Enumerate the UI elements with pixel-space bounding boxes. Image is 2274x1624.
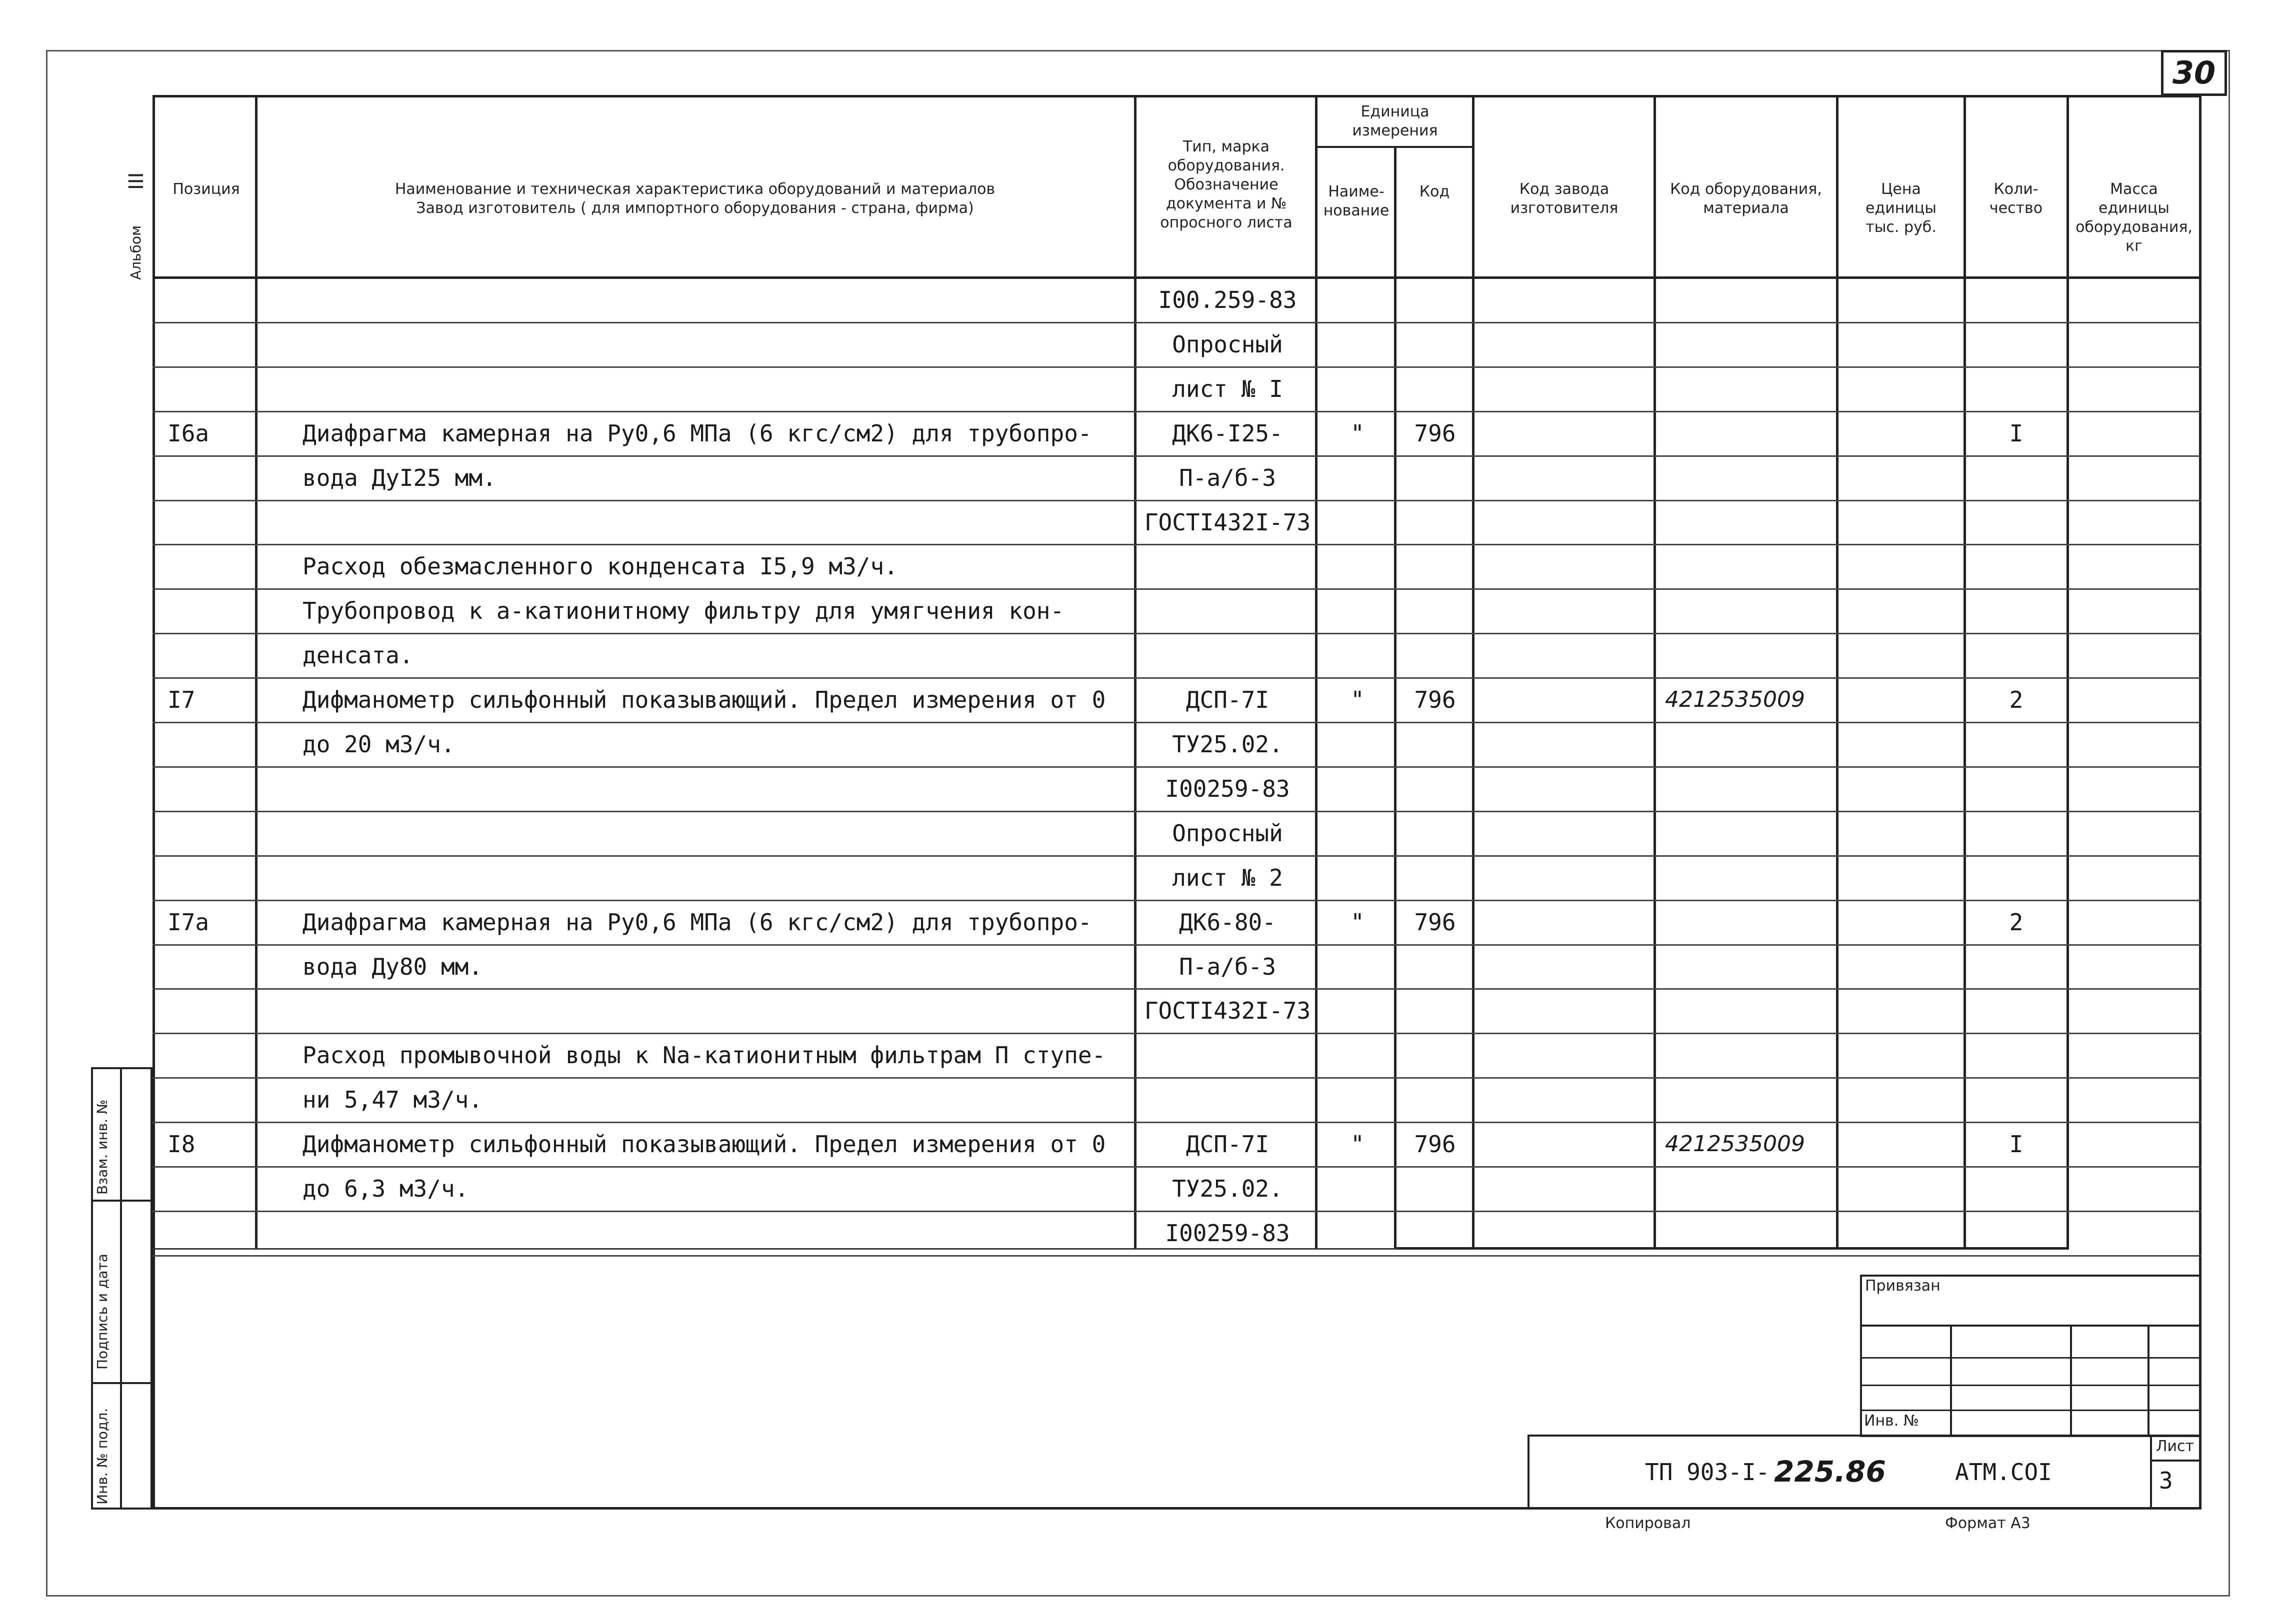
cell-qty: 2 (2009, 908, 2024, 936)
cell-name: ни 5,47 м3/ч. (302, 1086, 483, 1114)
cell-type: I00.259-83 (1158, 286, 1297, 313)
row-line (152, 411, 2202, 412)
cell-unit-name: " (1350, 419, 1364, 447)
cell-equip-code: 4212535009 (1665, 1131, 1805, 1157)
header-unit: Единица измерения (1352, 103, 1438, 139)
header-bottom-line (152, 276, 2202, 279)
cell-position: I7 (168, 686, 196, 714)
row-line (152, 1033, 2202, 1034)
cell-unit-name: " (1350, 686, 1364, 714)
row-line (152, 1122, 2202, 1123)
cell-position: I6а (168, 419, 210, 447)
cell-type: Опросный (1172, 819, 1283, 847)
row-line (152, 855, 2202, 857)
list-label: Лист (2156, 1438, 2194, 1455)
row-line (152, 544, 2202, 545)
header-maker-code: Код завода изготовителя (1510, 180, 1618, 217)
privyazan-label: Привязан (1865, 1277, 1940, 1295)
header-price: Цена единицы тыс. руб. (1866, 180, 1936, 236)
album-number: III (125, 172, 148, 190)
cell-qty: 2 (2009, 686, 2024, 714)
stamp-podpis-data: Подпись и дата (94, 1254, 110, 1370)
kopiroval-label: Копировал (1605, 1515, 1691, 1532)
cell-type: ТУ25.02. (1172, 731, 1283, 758)
row-line (152, 500, 2202, 501)
header-type: Тип, марка оборудования. Обозначение документа и № опросного листа (1160, 138, 1292, 231)
cell-type: ГОСТI432I-73 (1144, 508, 1311, 536)
cell-position: I7а (168, 908, 210, 936)
cell-type: лист № 2 (1172, 864, 1283, 891)
stamp-vzam-inv: Взам. инв. № (94, 1099, 110, 1195)
cell-type: ТУ25.02. (1172, 1175, 1283, 1202)
cell-type: П-а/б-3 (1179, 953, 1276, 980)
row-line (152, 811, 2202, 812)
corner-sheet-number: 30 (2172, 54, 2216, 91)
header-name: Наименование и техническая характеристика оборудований и материалов Завод изготовитель ( для импортного оборудования - страна, фирма) (394, 180, 996, 217)
header-position: Позиция (172, 180, 240, 198)
header-top-line (152, 95, 2202, 97)
cell-type: П-а/б-3 (1179, 464, 1276, 491)
cell-unit-code: 796 (1414, 686, 1456, 714)
header-equip-code: Код оборудования, материала (1670, 180, 1822, 217)
cell-name: Диафрагма камерная на Ру0,6 МПа (6 кгс/см2) для трубопро- (302, 908, 1092, 936)
row-line (152, 455, 2202, 457)
inv-no-label: Инв. № (1864, 1412, 1920, 1430)
cell-unit-name: " (1350, 1131, 1364, 1158)
cell-unit-code: 796 (1414, 419, 1456, 447)
table-bottom-line (1394, 1247, 2069, 1250)
cell-type: ДСП-7I (1186, 1131, 1270, 1158)
doc-code: АТМ.СОI (1955, 1459, 2052, 1486)
cell-name: вода ДуI25 мм. (302, 464, 496, 491)
row-line (152, 633, 2202, 634)
cell-name: денсата. (302, 642, 414, 669)
cell-type: ДК6-80- (1179, 908, 1276, 936)
cell-name: Расход обезмасленного конденсата I5,9 м3/ч. (302, 553, 898, 580)
cell-name: Дифманометр сильфонный показывающий. Предел измерения от 0 (302, 1131, 1106, 1158)
row-line (152, 366, 2202, 368)
cell-type: Опросный (1172, 330, 1283, 358)
album-label: Альбом (128, 225, 144, 280)
cell-name: Диафрагма камерная на Ру0,6 МПа (6 кгс/см2) для трубопро- (302, 419, 1092, 447)
row-line (152, 900, 2202, 901)
row-line (152, 722, 2202, 723)
row-line (152, 322, 2202, 323)
cell-name: Трубопровод к а-катионитному фильтру для умягчения кон- (302, 597, 1064, 625)
row-line (152, 1077, 2202, 1079)
format-label: Формат А3 (1945, 1515, 2030, 1532)
list-value: 3 (2159, 1467, 2173, 1494)
cell-unit-code: 796 (1414, 1131, 1456, 1158)
cell-equip-code: 4212535009 (1665, 687, 1805, 713)
doc-handwritten-number: 225.86 (1774, 1455, 1886, 1489)
row-line (152, 766, 2202, 768)
cell-name: Расход промывочной воды к Nа-катионитным фильтрам П ступе- (302, 1042, 1106, 1069)
cell-type: лист № I (1172, 375, 1283, 402)
cell-unit-code: 796 (1414, 908, 1456, 936)
header-unit-name: Наиме- нование (1323, 183, 1390, 219)
cell-name: вода Ду80 мм. (302, 953, 483, 980)
row-line (152, 677, 2202, 679)
stamp-inv-podl: Инв. № подл. (94, 1408, 110, 1505)
cell-type: I00259-83 (1165, 775, 1290, 802)
header-mass: Масса единицы оборудования, кг (2076, 180, 2192, 255)
cell-type: I00259-83 (1165, 1219, 1290, 1247)
row-line (152, 988, 2202, 990)
row-line (152, 1166, 2202, 1168)
row-line (152, 1255, 2202, 1257)
cell-type: ГОСТI432I-73 (1144, 997, 1311, 1025)
cell-unit-name: " (1350, 908, 1364, 936)
header-unit-code: Код (1419, 183, 1450, 200)
cell-name: до 6,3 м3/ч. (302, 1175, 469, 1202)
cell-position: I8 (168, 1131, 196, 1158)
row-line (152, 588, 2202, 590)
header-qty: Коли- чество (1989, 180, 2043, 217)
cell-qty: I (2009, 419, 2024, 447)
cell-type: ДК6-I25- (1172, 419, 1283, 447)
row-line (152, 944, 2202, 946)
doc-prefix: ТП 903-I- (1645, 1459, 1770, 1486)
cell-qty: I (2009, 1131, 2024, 1158)
cell-type: ДСП-7I (1186, 686, 1270, 714)
cell-name: до 20 м3/ч. (302, 731, 455, 758)
cell-name: Дифманометр сильфонный показывающий. Предел измерения от 0 (302, 686, 1106, 714)
row-line (152, 1211, 2202, 1212)
